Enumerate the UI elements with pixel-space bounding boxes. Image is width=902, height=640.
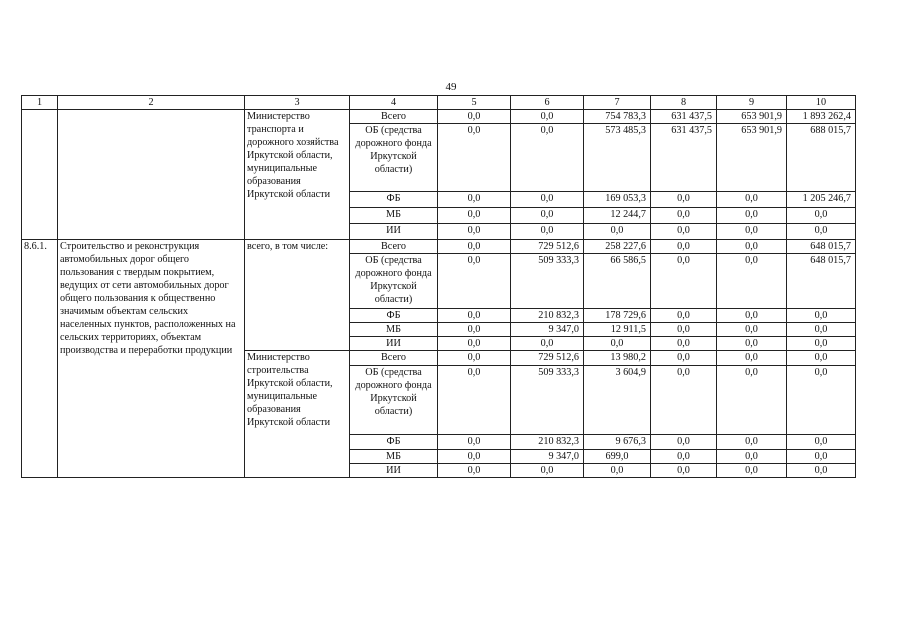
value-cell: 9 347,0	[511, 323, 584, 337]
source-cell: МБ	[350, 450, 438, 464]
value-cell: 0,0	[787, 351, 856, 366]
value-cell: 0,0	[584, 224, 651, 240]
value-cell: 0,0	[438, 450, 511, 464]
value-cell: 0,0	[511, 224, 584, 240]
value-cell: 0,0	[651, 366, 717, 435]
value-cell: 0,0	[717, 351, 787, 366]
source-cell: ФБ	[350, 192, 438, 208]
value-cell: 688 015,7	[787, 124, 856, 192]
header-cell: 8	[651, 96, 717, 110]
value-cell: 0,0	[717, 240, 787, 254]
value-cell: 509 333,3	[511, 366, 584, 435]
value-cell: 0,0	[438, 351, 511, 366]
value-cell: 0,0	[717, 254, 787, 309]
value-cell: 0,0	[651, 323, 717, 337]
value-cell: 0,0	[438, 124, 511, 192]
source-cell: ФБ	[350, 435, 438, 450]
executor-cell: Министерство транспорта и дорожного хозяйства Иркутской области, муниципальные образования Иркутской области	[245, 110, 350, 240]
value-cell: 509 333,3	[511, 254, 584, 309]
value-cell: 0,0	[717, 224, 787, 240]
value-cell: 0,0	[787, 208, 856, 224]
header-cell: 6	[511, 96, 584, 110]
source-cell: ИИ	[350, 337, 438, 351]
value-cell: 0,0	[717, 435, 787, 450]
value-cell: 0,0	[717, 337, 787, 351]
value-cell: 631 437,5	[651, 124, 717, 192]
value-cell: 0,0	[651, 224, 717, 240]
value-cell: 9 676,3	[584, 435, 651, 450]
item-name-cell	[58, 110, 245, 240]
item-number-cell	[22, 110, 58, 240]
value-cell: 0,0	[651, 208, 717, 224]
value-cell: 0,0	[787, 337, 856, 351]
source-cell: МБ	[350, 323, 438, 337]
executor-cell: Министерство строительства Иркутской области, муниципальные образования Иркутской области	[245, 351, 350, 478]
value-cell: 0,0	[717, 464, 787, 478]
value-cell: 754 783,3	[584, 110, 651, 124]
value-cell: 1 893 262,4	[787, 110, 856, 124]
value-cell: 0,0	[438, 254, 511, 309]
value-cell: 0,0	[717, 208, 787, 224]
value-cell: 0,0	[511, 110, 584, 124]
value-cell: 0,0	[651, 240, 717, 254]
header-cell: 1	[22, 96, 58, 110]
value-cell: 1 205 246,7	[787, 192, 856, 208]
value-cell: 0,0	[787, 464, 856, 478]
value-cell: 0,0	[787, 224, 856, 240]
value-cell: 0,0	[511, 124, 584, 192]
value-cell: 699,0	[584, 450, 651, 464]
value-cell: 0,0	[651, 309, 717, 323]
value-cell: 0,0	[787, 450, 856, 464]
header-row	[22, 96, 856, 110]
value-cell: 0,0	[511, 208, 584, 224]
value-cell: 0,0	[651, 254, 717, 309]
value-cell: 0,0	[717, 366, 787, 435]
value-cell: 0,0	[438, 224, 511, 240]
value-cell: 169 053,3	[584, 192, 651, 208]
table-row	[22, 240, 856, 254]
value-cell: 0,0	[787, 309, 856, 323]
page-number: 49	[445, 81, 457, 93]
value-cell: 631 437,5	[651, 110, 717, 124]
value-cell: 0,0	[438, 309, 511, 323]
value-cell: 0,0	[717, 323, 787, 337]
value-cell: 0,0	[651, 450, 717, 464]
value-cell: 0,0	[438, 192, 511, 208]
value-cell: 210 832,3	[511, 435, 584, 450]
source-cell: ФБ	[350, 309, 438, 323]
item-number-cell: 8.6.1.	[22, 240, 58, 478]
value-cell: 0,0	[438, 337, 511, 351]
header-cell: 7	[584, 96, 651, 110]
value-cell: 0,0	[511, 464, 584, 478]
value-cell: 0,0	[651, 192, 717, 208]
source-cell: ИИ	[350, 464, 438, 478]
value-cell: 0,0	[438, 323, 511, 337]
value-cell: 0,0	[584, 464, 651, 478]
source-cell: ИИ	[350, 224, 438, 240]
value-cell: 0,0	[717, 192, 787, 208]
total-label-cell: всего, в том числе:	[245, 240, 350, 351]
value-cell: 13 980,2	[584, 351, 651, 366]
value-cell: 9 347,0	[511, 450, 584, 464]
value-cell: 729 512,6	[511, 351, 584, 366]
value-cell: 258 227,6	[584, 240, 651, 254]
value-cell: 0,0	[651, 464, 717, 478]
value-cell: 653 901,9	[717, 110, 787, 124]
value-cell: 0,0	[438, 464, 511, 478]
value-cell: 66 586,5	[584, 254, 651, 309]
value-cell: 0,0	[438, 435, 511, 450]
value-cell: 0,0	[438, 208, 511, 224]
item-name-cell: Строительство и реконструкция автомобильных дорог общего пользования с твердым покрытием, ведущих от сети автомобильных дорог общего пользования к общественно значимым объектам сельских населенных пунктов, расположенных на сельских территориях, объектам производства и переработки продукции	[58, 240, 245, 478]
table-row	[22, 110, 856, 124]
value-cell: 0,0	[511, 192, 584, 208]
value-cell: 210 832,3	[511, 309, 584, 323]
value-cell: 0,0	[717, 309, 787, 323]
value-cell: 12 244,7	[584, 208, 651, 224]
value-cell: 0,0	[787, 435, 856, 450]
value-cell: 729 512,6	[511, 240, 584, 254]
value-cell: 648 015,7	[787, 240, 856, 254]
source-cell: ОБ (средства дорожного фонда Иркутской области)	[350, 366, 438, 435]
source-cell: Всего	[350, 110, 438, 124]
header-cell: 4	[350, 96, 438, 110]
header-cell: 10	[787, 96, 856, 110]
value-cell: 0,0	[787, 323, 856, 337]
budget-table	[21, 95, 856, 478]
value-cell: 0,0	[651, 435, 717, 450]
header-cell: 9	[717, 96, 787, 110]
value-cell: 178 729,6	[584, 309, 651, 323]
value-cell: 573 485,3	[584, 124, 651, 192]
value-cell: 12 911,5	[584, 323, 651, 337]
value-cell: 0,0	[511, 337, 584, 351]
source-cell: ОБ (средства дорожного фонда Иркутской области)	[350, 254, 438, 309]
value-cell: 0,0	[438, 366, 511, 435]
value-cell: 3 604,9	[584, 366, 651, 435]
value-cell: 0,0	[584, 337, 651, 351]
value-cell: 648 015,7	[787, 254, 856, 309]
value-cell: 0,0	[651, 351, 717, 366]
value-cell: 0,0	[717, 450, 787, 464]
source-cell: Всего	[350, 351, 438, 366]
value-cell: 0,0	[651, 337, 717, 351]
source-cell: МБ	[350, 208, 438, 224]
header-cell: 5	[438, 96, 511, 110]
value-cell: 0,0	[438, 110, 511, 124]
header-cell: 3	[245, 96, 350, 110]
header-cell: 2	[58, 96, 245, 110]
source-cell: Всего	[350, 240, 438, 254]
source-cell: ОБ (средства дорожного фонда Иркутской области)	[350, 124, 438, 192]
value-cell: 653 901,9	[717, 124, 787, 192]
value-cell: 0,0	[787, 366, 856, 435]
value-cell: 0,0	[438, 240, 511, 254]
